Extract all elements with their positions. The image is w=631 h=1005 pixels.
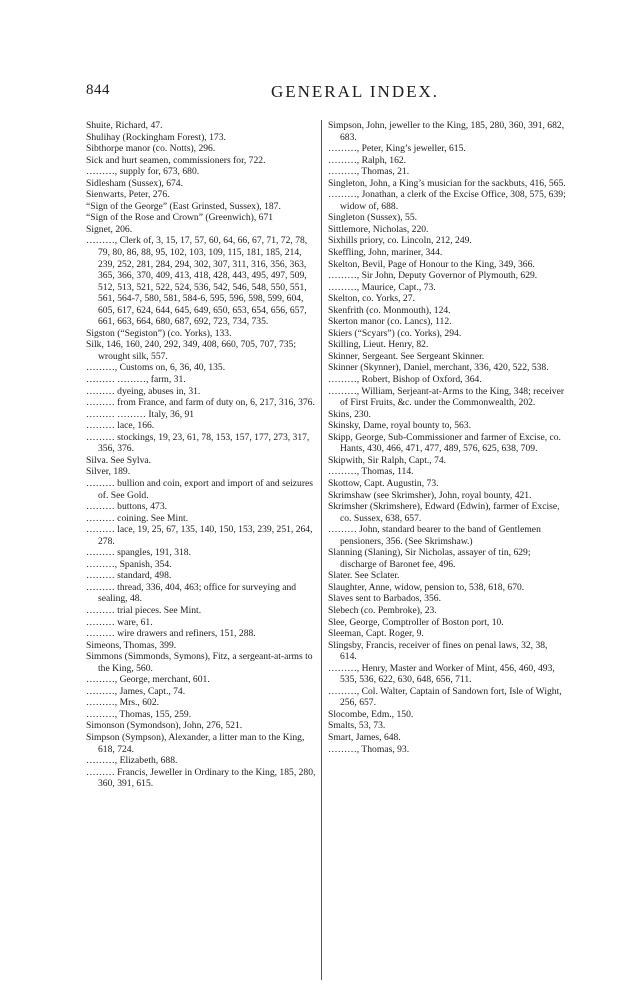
index-entry: ………, Henry, Master and Worker of Mint, 456, 460, 493, 535, 536, 622, 630, 648, 656, 711. [328, 662, 555, 686]
index-entry: ………, James, Capt., 74. [86, 685, 186, 697]
index-entry: Silver, 189. [86, 466, 131, 478]
index-entry: Shuite, Richard, 47. [86, 120, 163, 131]
index-entry: Skinner, Sergeant. See Sergeant Skinner. [328, 350, 485, 362]
index-entry: Slingsby, Francis, receiver of fines on penal laws, 32, 38, 614. [328, 639, 548, 663]
index-entry: Silk, 146, 160, 240, 292, 349, 408, 660, 705, 707, 735; wrought silk, 557. [86, 339, 297, 362]
index-entry: Silva. See Sylva. [86, 454, 152, 466]
index-entry: “Sign of the George” (East Grinsted, Sussex), 187. [86, 200, 281, 212]
index-entry: Slee, George, Comptroller of Boston port, 10. [328, 616, 504, 628]
index-entry: ……… Francis, Jeweller in Ordinary to the King, 185, 280, 360, 391, 615. [86, 766, 316, 790]
index-entry: Skottow, Capt. Augustin, 73. [328, 477, 439, 489]
index-entry: Sittlemore, Nicholas, 220. [328, 223, 429, 235]
index-entry: Simeons, Thomas, 399. [86, 639, 177, 651]
index-entry: Skipp, George, Sub-Commissioner and farmer of Excise, co. Hants, 430, 466, 471, 477, 489, 576, 625, 638, 709. [328, 431, 561, 455]
index-entry: “Sign of the Rose and Crown” (Greenwich), 671 [86, 212, 274, 224]
index-entry: Skinner (Skynner), Daniel, merchant, 336, 420, 522, 538. [328, 362, 549, 374]
index-entry: ……… wire drawers and refiners, 151, 288. [86, 628, 256, 640]
page-number: 844 [86, 82, 110, 98]
index-entry: Skiers (“Scyars”) (co. Yorks), 294. [328, 327, 462, 339]
index-entry: ………, supply for, 673, 680. [86, 166, 200, 178]
index-entry: ………, Jonathan, a clerk of the Excise Office, 308, 575, 639; widow of, 688. [328, 189, 566, 212]
index-entry: ……… John, standard bearer to the band of Gentlemen pensioners, 356. (See Skrimshaw.) [328, 524, 541, 547]
index-entry: ………, Col. Walter, Captain of Sandown fort, Isle of Wight, 256, 657. [328, 685, 562, 709]
index-entry: ………, William, Serjeant-at-Arms to the King, 348; receiver of First Fruits, &c. under the Commonwealth, 202. [328, 385, 565, 409]
index-entry: Skeffling, John, mariner, 344. [328, 247, 443, 259]
index-entry: Skipwith, Sir Ralph, Capt., 74. [328, 454, 447, 466]
index-entry: ……… stockings, 19, 23, 61, 78, 153, 157, 177, 273, 317, 356, 376. [86, 431, 310, 455]
index-entry: Slaughter, Anne, widow, pension to, 538, 618, 670. [328, 581, 525, 593]
index-entry: ………, Customs on, 6, 36, 40, 135. [86, 362, 226, 374]
index-entry: ……… lace, 166. [86, 420, 155, 432]
index-entry: ……… ware, 61. [86, 616, 153, 628]
index-entry: Sienwarts, Peter, 276. [86, 189, 170, 201]
index-entry: ………, Ralph, 162. [328, 154, 407, 166]
index-entry: Sidlesham (Sussex), 674. [86, 177, 184, 189]
index-entry: Slebech (co. Pembroke), 23. [328, 604, 437, 616]
index-entry: Simmons (Simmonds, Symons), Fitz, a sergeant-at-arms to the King, 560. [86, 651, 313, 674]
index-entry: Slaves sent to Barbados, 356. [328, 593, 441, 605]
index-column-left [86, 120, 318, 790]
index-entry: ………, Elizabeth, 688. [86, 755, 178, 767]
index-entry: ………, Clerk of, 3, 15, 17, 57, 60, 64, 66, 67, 71, 72, 78, 79, 80, 86, 88, 95, 102, 103, 109, 115, 181, 185, 214, 239, 252, 281, 284, 294, 302, 307, 311, 316, 356, 363, 365, 366, 370, 409, 413, 418, 428, 443, 495, 497, 509, 512, 513, 521, 522, 524, 536, 542, 546, 548, 550, 551, 561, 564-7, 580, 581, 584-6, 595, 596, 598, 599, 604, 605, 617, 624, 644, 645, 649, 650, 653, 654, 656, 657, 661, 663, 664, 680, 687, 692, 723, 734, 735. [86, 235, 308, 328]
index-entry: ……… spangles, 191, 318. [86, 547, 191, 559]
index-entry: ……… ………, farm, 31. [86, 374, 186, 386]
index-entry: ………, Thomas, 155, 259. [86, 708, 192, 720]
index-entry: ……… bullion and coin, export and import of and seizures of. See Gold. [86, 477, 314, 501]
index-entry: Slater. See Sclater. [328, 570, 400, 582]
index-entry: ……… trial pieces. See Mint. [86, 604, 202, 616]
index-entry: Skrimsher (Skrimshere), Edward (Edwin), farmer of Excise, co. Sussex, 638, 657. [328, 501, 560, 524]
index-entry: ………, George, merchant, 601. [86, 674, 210, 686]
index-column-right [328, 120, 566, 755]
index-entry: ……… dyeing, abuses in, 31. [86, 385, 201, 397]
index-entry: Sigston (“Segiston”) (co. Yorks), 133. [86, 327, 232, 339]
index-entry: ……… buttons, 473. [86, 501, 168, 513]
index-entry: Skins, 230. [328, 408, 371, 420]
index-entry: Simonson (Symondson), John, 276, 521. [86, 720, 243, 732]
index-entry: ………, Spanish, 354. [86, 558, 172, 570]
index-entry: Singleton (Sussex), 55. [328, 212, 418, 224]
index-entry: ………, Thomas, 21. [328, 166, 410, 178]
index-entry: Sibthorpe manor (co. Notts), 296. [86, 143, 216, 155]
index-entry: Smart, James, 648. [328, 731, 401, 743]
index-entry: Slocombe, Edm., 150. [328, 708, 414, 720]
index-entry: Simpson (Sympson), Alexander, a litter man to the King, 618, 724. [86, 731, 305, 755]
index-entry: Slanning (Slaning), Sir Nicholas, assayer of tin, 629; discharge of Baronet fee, 496. [328, 547, 531, 570]
index-entry: Sixhills priory, co. Lincoln, 212, 249. [328, 235, 472, 247]
index-entry: ……… from France, and farm of duty on, 6, 217, 316, 376. [86, 397, 315, 409]
index-entry: ……… coining. See Mint. [86, 512, 189, 524]
column-divider [321, 120, 322, 980]
index-entry: Skilling, Lieut. Henry, 82. [328, 339, 429, 351]
index-entry: ………, Mrs., 602. [86, 697, 160, 709]
index-entry: Simpson, John, jeweller to the King, 185, 280, 360, 391, 682, 683. [328, 120, 565, 143]
index-entry: Sleeman, Capt. Roger, 9. [328, 628, 424, 640]
index-entry: Sick and hurt seamen, commissioners for, 722. [86, 154, 266, 166]
index-entry: ………, Thomas, 114. [328, 466, 414, 478]
index-entry: ……… lace, 19, 25, 67, 135, 140, 150, 153, 239, 251, 264, 278. [86, 524, 313, 547]
index-entry: Skinsky, Dame, royal bounty to, 563. [328, 420, 472, 432]
index-entry: ………, Sir John, Deputy Governor of Plymouth, 629. [328, 270, 538, 282]
index-entry: Shulihay (Rockingham Forest), 173. [86, 131, 226, 143]
index-entry: Skenfrith (co. Monmouth), 124. [328, 304, 451, 316]
index-entry: Skelton, Bevil, Page of Honour to the King, 349, 366. [328, 258, 535, 270]
index-entry: ……… standard, 498. [86, 570, 172, 582]
index-entry: Signet, 206. [86, 223, 133, 235]
running-title: GENERAL INDEX. [270, 82, 440, 101]
index-entry: ………, Thomas, 93. [328, 743, 410, 755]
index-entry: ………, Peter, King’s jeweller, 615. [328, 143, 466, 155]
index-entry: Skrimshaw (see Skrimsher), John, royal bounty, 421. [328, 489, 532, 501]
index-entry: ………, Robert, Bishop of Oxford, 364. [328, 374, 482, 386]
index-entry: ……… thread, 336, 404, 463; office for surveying and sealing, 48. [86, 581, 297, 605]
page-header [0, 82, 631, 102]
index-entry: Smalts, 53, 73. [328, 720, 386, 732]
index-entry: ………, Maurice, Capt., 73. [328, 281, 436, 293]
index-entry: Skerton manor (co. Lancs), 112. [328, 316, 452, 328]
index-entry: ……… ……… Italy, 36, 91 [86, 408, 195, 420]
index-entry: Singleton, John, a King’s musician for the sackbuts, 416, 565. [328, 177, 566, 189]
index-entry: Skelton, co. Yorks, 27. [328, 293, 415, 305]
